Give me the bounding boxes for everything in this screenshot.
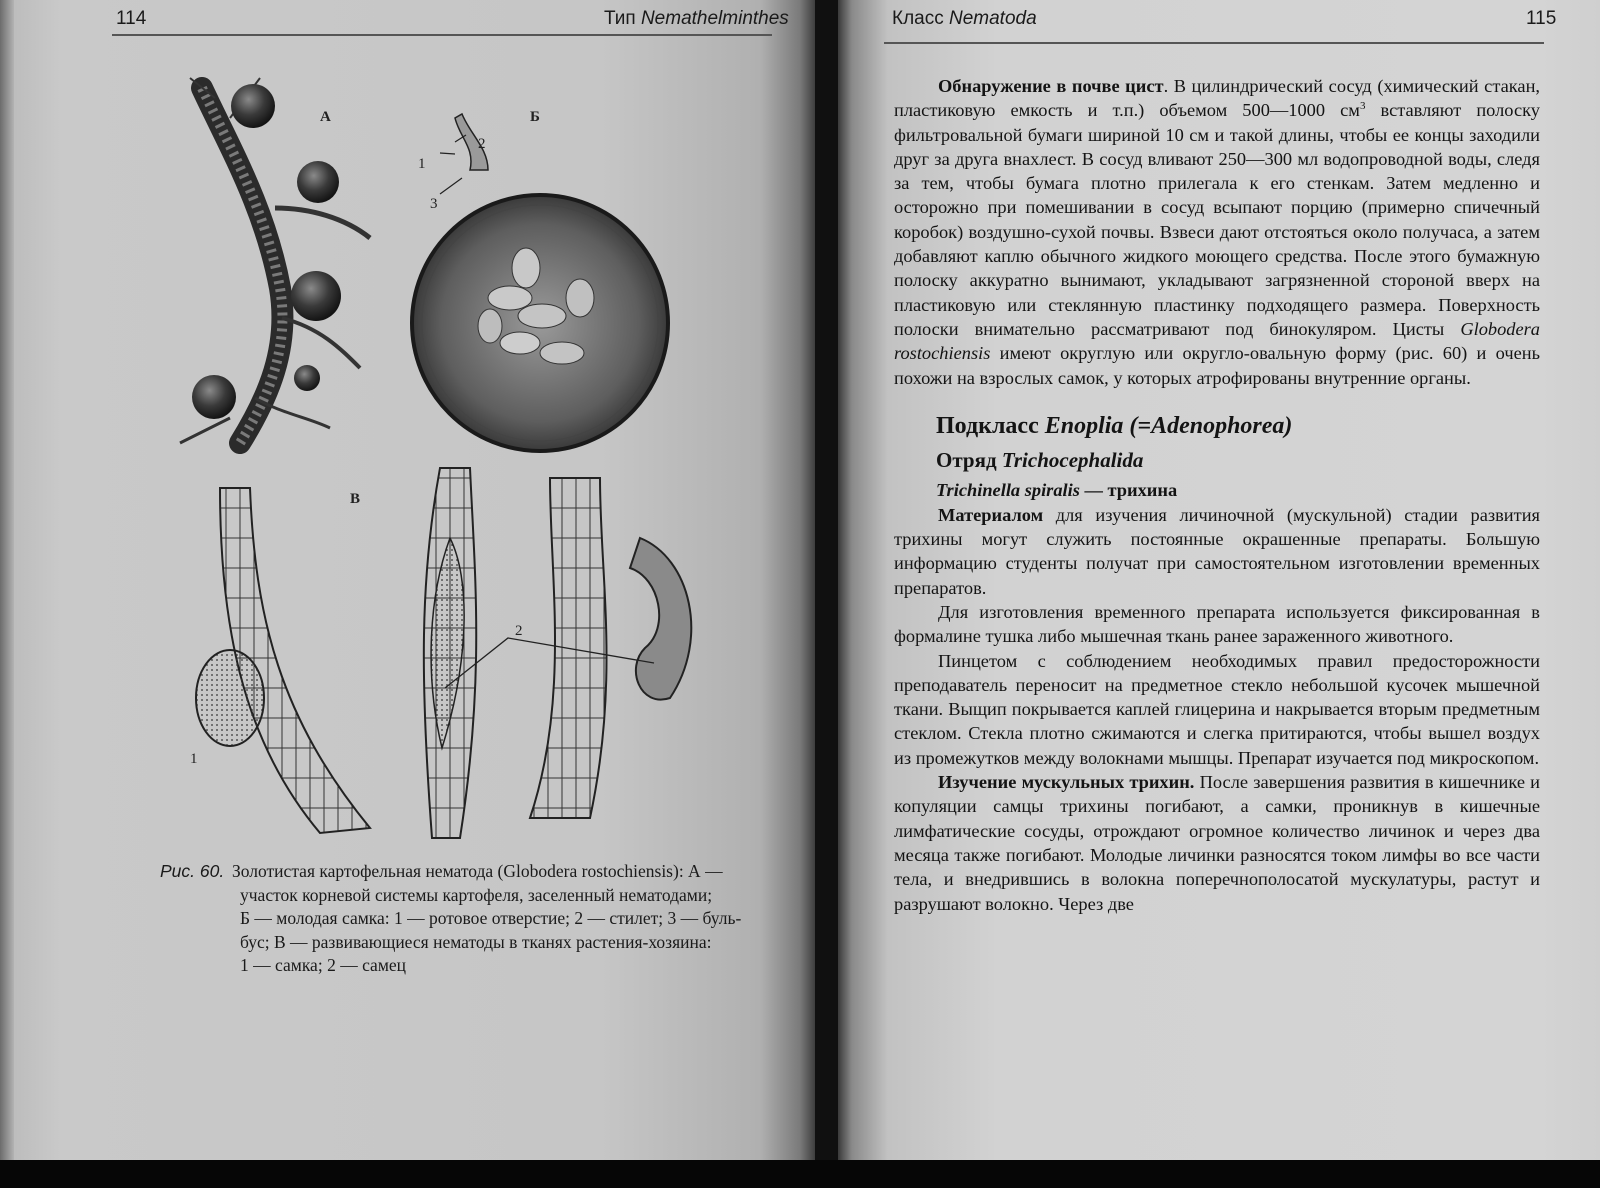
order-taxon: Trichocephalida [1001,448,1144,473]
cubic-superscript: 3 [1359,100,1366,113]
paragraph-tweezers: Пинцетом с соблюдением необходимых правил предосторожности преподаватель переносит на предметное стекло небольшой кусочек мышечной ткани. Выщип покрывается каплей глицерина и накрывается вторым предметным стеклом. Стекла плотно сжимаются и слегка притираются, чтобы вышел воздух из промежутков между волокнами мышцы. Препарат изучается под микроскопом. [894,650,1540,768]
paragraph-cyst-detection [894,74,1540,390]
running-head-left [604,8,789,30]
caption-line-3: Б — молодая самка: 1 — ротовое отверстие; 2 — стилет; 3 — буль- [240,908,742,928]
header-rule-left [112,34,772,36]
order-prefix: Отряд [936,448,1002,473]
cyst-detection-text-3: имеют округлую или округло-овальную форму (рис. 60) и очень похожи на взрослых самок, у которых атрофированы внутренние органы. [894,343,1540,388]
panel-label-v: В [350,491,361,507]
panel-b-female [412,114,668,451]
cyst-detection-text-1: . В цилиндрический сосуд (химический стакан, пластиковую емкость и т.п.) объемом 500—1000 см [894,76,1541,121]
header-rule-right [884,42,1544,44]
running-head-right-taxon: Nematoda [949,8,1037,29]
heading-species [936,478,1540,502]
running-head-right [892,8,1037,30]
figure-60-illustration [170,58,790,858]
scan-bottom-band [0,1160,1600,1188]
species-suffix: — трихина [1079,480,1178,501]
caption-line-1 [160,860,788,884]
right-text-column [894,74,1540,916]
page-number-left: 114 [116,8,147,29]
figure-caption [160,860,788,978]
book-gutter [815,0,838,1160]
running-head-left-prefix: Тип [604,8,641,29]
panel-label-a: А [320,109,331,125]
paragraph-material [894,503,1540,600]
caption-line-2: участок корневой системы картофеля, заселенный нематодами; [240,884,713,905]
part-label-v-1: 1 [190,751,198,767]
material-lead: Материалом [938,504,1044,525]
paragraph-muscle-trichinae [894,770,1540,916]
part-label-b-3: 3 [430,196,438,212]
caption-line-4: бус; В — развивающиеся нематоды в тканях растения-хозяина: [240,931,712,952]
figure-60 [170,58,790,858]
cyst-detection-text-2: вставляют полоску фильтровальной бумаги шириной 10 см и такой длины, чтобы ее концы заходили друг за друга внахлест. В сосуд вливают 250—300 мл водопроводной воды, следя за тем, чтобы бумага плотно прилегала к его стенкам. Затем медленно и осторожно при помешивании в сосуд всыпают порцию (примерно спичечный коробок) воздушно-сухой почвы. Взвеси дают отстояться около получаса, а затем добавляют каплю обычного жидкого моющего средства. После этого бумажную полоску аккуратно вынимают, укладывают загрязненной стороной вверх на пластиковую или стеклянную пластинку подходящего размера. Поверхность полоски внимательно рассматривают под бинокуляром. Цисты [894,100,1540,339]
species-taxon: Trichinella spiralis [936,480,1080,501]
panel-label-b: Б [530,109,540,125]
caption-label: Рис. 60. [160,861,225,881]
panel-a-root [180,78,370,443]
subclass-taxon: Enoplia (=Adenophorea) [1044,412,1293,439]
running-head-left-taxon: Nemathelminthes [640,8,789,29]
page-number-right: 115 [1526,8,1557,29]
page-edge [0,0,14,1160]
material-text: для изучения личиночной (мускульной) стадии развития трихины могут служить постоянные окрашенные препараты. Большую информацию студенты получат при самостоятельном изготовлении временных препаратов. [894,504,1540,598]
heading-order [936,448,1540,472]
cyst-detection-heading: Обнаружение в почве цист [938,76,1164,96]
left-page [0,0,815,1160]
subclass-prefix: Подкласс [936,412,1045,439]
running-head-right-prefix: Класс [892,8,949,29]
part-label-v-2: 2 [515,623,523,639]
part-label-b-2: 2 [478,136,486,152]
muscle-trichinae-lead: Изучение мускульных трихин. [938,772,1195,793]
species-name-globodera: Globodera rostochiensis [894,318,1540,364]
panel-v-tissue [196,468,691,838]
heading-subclass [936,414,1540,438]
muscle-trichinae-text: После завершения развития в кишечнике и копуляции самцы трихины погибают, а самки, проникнув в кишечные лимфатические сосуды, отрождают огромное количество личинок и через два месяца также погибают. Молодые личинки разносятся током лимфы во все части тела, и внедрившись в волокна поперечнополосатой мускулатуры, растут и разрушают волокно. Через две [894,772,1541,914]
caption-line-5: 1 — самка; 2 — самец [240,955,407,975]
paragraph-temporary-slide: Для изготовления временного препарата используется фиксированная в формалине тушка либо мышечная ткань ранее зараженного животного. [894,601,1540,647]
part-label-b-1: 1 [418,156,426,172]
caption-line-1-text: Золотистая картофельная нематода (Globodera rostochiensis): А — [232,861,723,881]
